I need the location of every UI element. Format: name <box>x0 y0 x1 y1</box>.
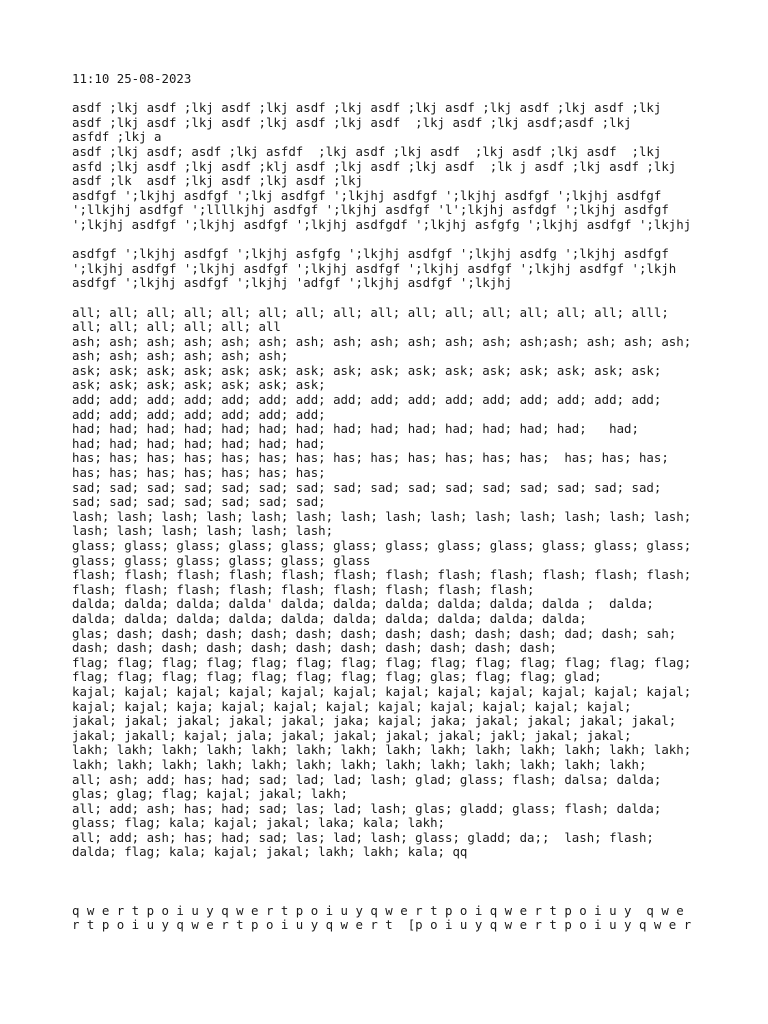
text-line: ash; ash; ash; ash; ash; ash; <box>72 348 289 364</box>
text-line: asdf ;lkj asdf; asdf ;lkj asfdf ;lkj asdf ;lkj asdf ;lkj asdf ;lkj asdf ;lkj <box>72 143 662 159</box>
text-line: ask; ask; ask; ask; ask; ask; ask; ask; ask; ask; ask; ask; ask; ask; ask; ask; <box>72 362 662 378</box>
text-line: r t p o i u y q w e r t p o i u y q w e r t [p o i u y q w e r t p o i u y q w e r <box>72 917 692 933</box>
text-line: lash; lash; lash; lash; lash; lash; lash; lash; lash; lash; lash; lash; lash; lash; <box>72 508 692 524</box>
text-line: lakh; lakh; lakh; lakh; lakh; lakh; lakh; lakh; lakh; lakh; lakh; lakh; lakh; lakh; <box>72 742 692 758</box>
text-line: flag; flag; flag; flag; flag; flag; flag; flag; flag; flag; flag; flag; flag; flag; <box>72 654 692 670</box>
text-line: asdfgf ';lkjhj asdfgf ';lkjhj asfgfg ';lkjhj asdfgf ';lkjhj asdfg ';lkjhj asdfgf <box>72 246 669 262</box>
spacer <box>72 233 722 248</box>
text-line: ask; ask; ask; ask; ask; ask; ask; <box>72 377 326 393</box>
text-line: glass; flag; kala; kajal; jakal; laka; kala; lakh; <box>72 815 445 831</box>
text-line: glass; glass; glass; glass; glass; glass <box>72 552 371 568</box>
text-line: kajal; kajal; kaja; kajal; kajal; kajal; kajal; kajal; kajal; kajal; kajal; <box>72 698 632 714</box>
text-line: jakal; jakal; jakal; jakal; jakal; jaka; kajal; jaka; jakal; jakal; jakal; jakal; <box>72 713 677 729</box>
paragraph-top-row <box>72 904 722 933</box>
timestamp: 11:10 25-08-2023 <box>72 71 192 86</box>
paragraph-asdfgf <box>72 247 722 291</box>
text-line: all; add; ash; has; had; sad; las; lad; lash; glass; gladd; da;; lash; flash; <box>72 829 654 845</box>
paragraph-words <box>72 306 722 861</box>
text-line: all; ash; add; has; had; sad; lad; lad; lash; glad; glass; flash; dalsa; dalda; <box>72 771 662 787</box>
text-line: dash; dash; dash; dash; dash; dash; dash; dash; dash; dash; dash; <box>72 640 557 656</box>
text-line: has; has; has; has; has; has; has; <box>72 465 326 481</box>
text-line: dalda; flag; kala; kajal; jakal; lakh; lakh; kala; qq <box>72 844 468 860</box>
text-line: asdf ;lk asdf ;lkj asdf ;lkj asdf ;lkj <box>72 173 363 189</box>
text-line: kajal; kajal; kajal; kajal; kajal; kajal; kajal; kajal; kajal; kajal; kajal; kajal; <box>72 683 692 699</box>
text-line: lash; lash; lash; lash; lash; lash; <box>72 523 334 539</box>
text-line: flag; flag; flag; flag; flag; flag; flag; flag; glas; flag; flag; glad; <box>72 669 602 685</box>
text-line: q w e r t p o i u y q w e r t p o i u y q w e r t p o i q w e r t p o i u y q w e <box>72 902 684 918</box>
text-line: add; add; add; add; add; add; add; <box>72 406 326 422</box>
text-line: all; add; ash; has; had; sad; las; lad; lash; glas; gladd; glass; flash; dalda; <box>72 800 662 816</box>
text-line: has; has; has; has; has; has; has; has; has; has; has; has; has; has; has; has; <box>72 450 669 466</box>
paragraph-home-row <box>72 101 722 232</box>
text-line: had; had; had; had; had; had; had; <box>72 435 326 451</box>
text-line: dalda; dalda; dalda; dalda; dalda; dalda; dalda; dalda; dalda; dalda; <box>72 610 587 626</box>
text-line: glas; glag; flag; kajal; jakal; lakh; <box>72 786 349 802</box>
spacer <box>72 87 722 102</box>
text-line: asfdf ;lkj a <box>72 129 162 145</box>
text-line: ash; ash; ash; ash; ash; ash; ash; ash; ash; ash; ash; ash; ash;ash; ash; ash; ash; <box>72 333 692 349</box>
text-line: ';llkjhj asdfgf ';llllkjhj asdfgf ';lkjhj asdfgf 'l';lkjhj asfdgf ';lkjhj asdfgf <box>72 202 669 218</box>
document-page <box>72 72 722 933</box>
text-line: sad; sad; sad; sad; sad; sad; sad; <box>72 494 326 510</box>
text-line: jakal; jakall; kajal; jala; jakal; jakal; jakal; jakal; jakl; jakal; jakal; <box>72 727 632 743</box>
text-line: asdfgf ';lkjhj asdfgf ';lkj asdfgf ';lkjhj asdfgf ';lkjhj asdfgf ';lkjhj asdfgf <box>72 187 662 203</box>
text-line: asdfgf ';lkjhj asdfgf ';lkjhj 'adfgf ';lkjhj asdfgf ';lkjhj <box>72 275 513 291</box>
text-line: asdf ;lkj asdf ;lkj asdf ;lkj asdf ;lkj asdf ;lkj asdf ;lkj asdf ;lkj asdf ;lkj <box>72 100 662 116</box>
text-line: glass; glass; glass; glass; glass; glass; glass; glass; glass; glass; glass; glass; <box>72 538 692 553</box>
text-line: ';lkjhj asdfgf ';lkjhj asdfgf ';lkjhj asdfgf ';lkjhj asdfgf ';lkjhj asdfgf ';lkjh <box>72 260 677 276</box>
text-line: all; all; all; all; all; all; all; all; all; all; all; all; all; all; all; alll; <box>72 304 669 320</box>
text-line: asdf ;lkj asdf ;lkj asdf ;lkj asdf ;lkj asdf ;lkj asdf ;lkj asdf;asdf ;lkj <box>72 114 632 130</box>
text-line: lakh; lakh; lakh; lakh; lakh; lakh; lakh; lakh; lakh; lakh; lakh; lakh; lakh; <box>72 756 647 772</box>
text-line: flash; flash; flash; flash; flash; flash; flash; flash; flash; <box>72 581 535 597</box>
text-line: sad; sad; sad; sad; sad; sad; sad; sad; sad; sad; sad; sad; sad; sad; sad; sad; <box>72 479 662 495</box>
text-line: ';lkjhj asdfgf ';lkjhj asdfgf ';lkjhj asdfgdf ';lkjhj asfgfg ';lkjhj asdfgf ';lkjhj <box>72 216 692 232</box>
spacer <box>72 860 722 904</box>
text-line: dalda; dalda; dalda; dalda' dalda; dalda; dalda; dalda; dalda; dalda ; dalda; <box>72 596 654 612</box>
text-line: had; had; had; had; had; had; had; had; had; had; had; had; had; had; had; <box>72 421 639 437</box>
text-line: all; all; all; all; all; all <box>72 319 281 335</box>
spacer <box>72 291 722 306</box>
text-line: add; add; add; add; add; add; add; add; add; add; add; add; add; add; add; add; <box>72 392 662 408</box>
text-line: asfd ;lkj asdf ;lkj asdf ;klj asdf ;lkj asdf ;lkj asdf ;lk j asdf ;lkj asdf ;lkj <box>72 158 677 174</box>
text-line: flash; flash; flash; flash; flash; flash; flash; flash; flash; flash; flash; flash; <box>72 567 692 583</box>
text-line: glas; dash; dash; dash; dash; dash; dash; dash; dash; dash; dash; dad; dash; sah; <box>72 625 677 641</box>
